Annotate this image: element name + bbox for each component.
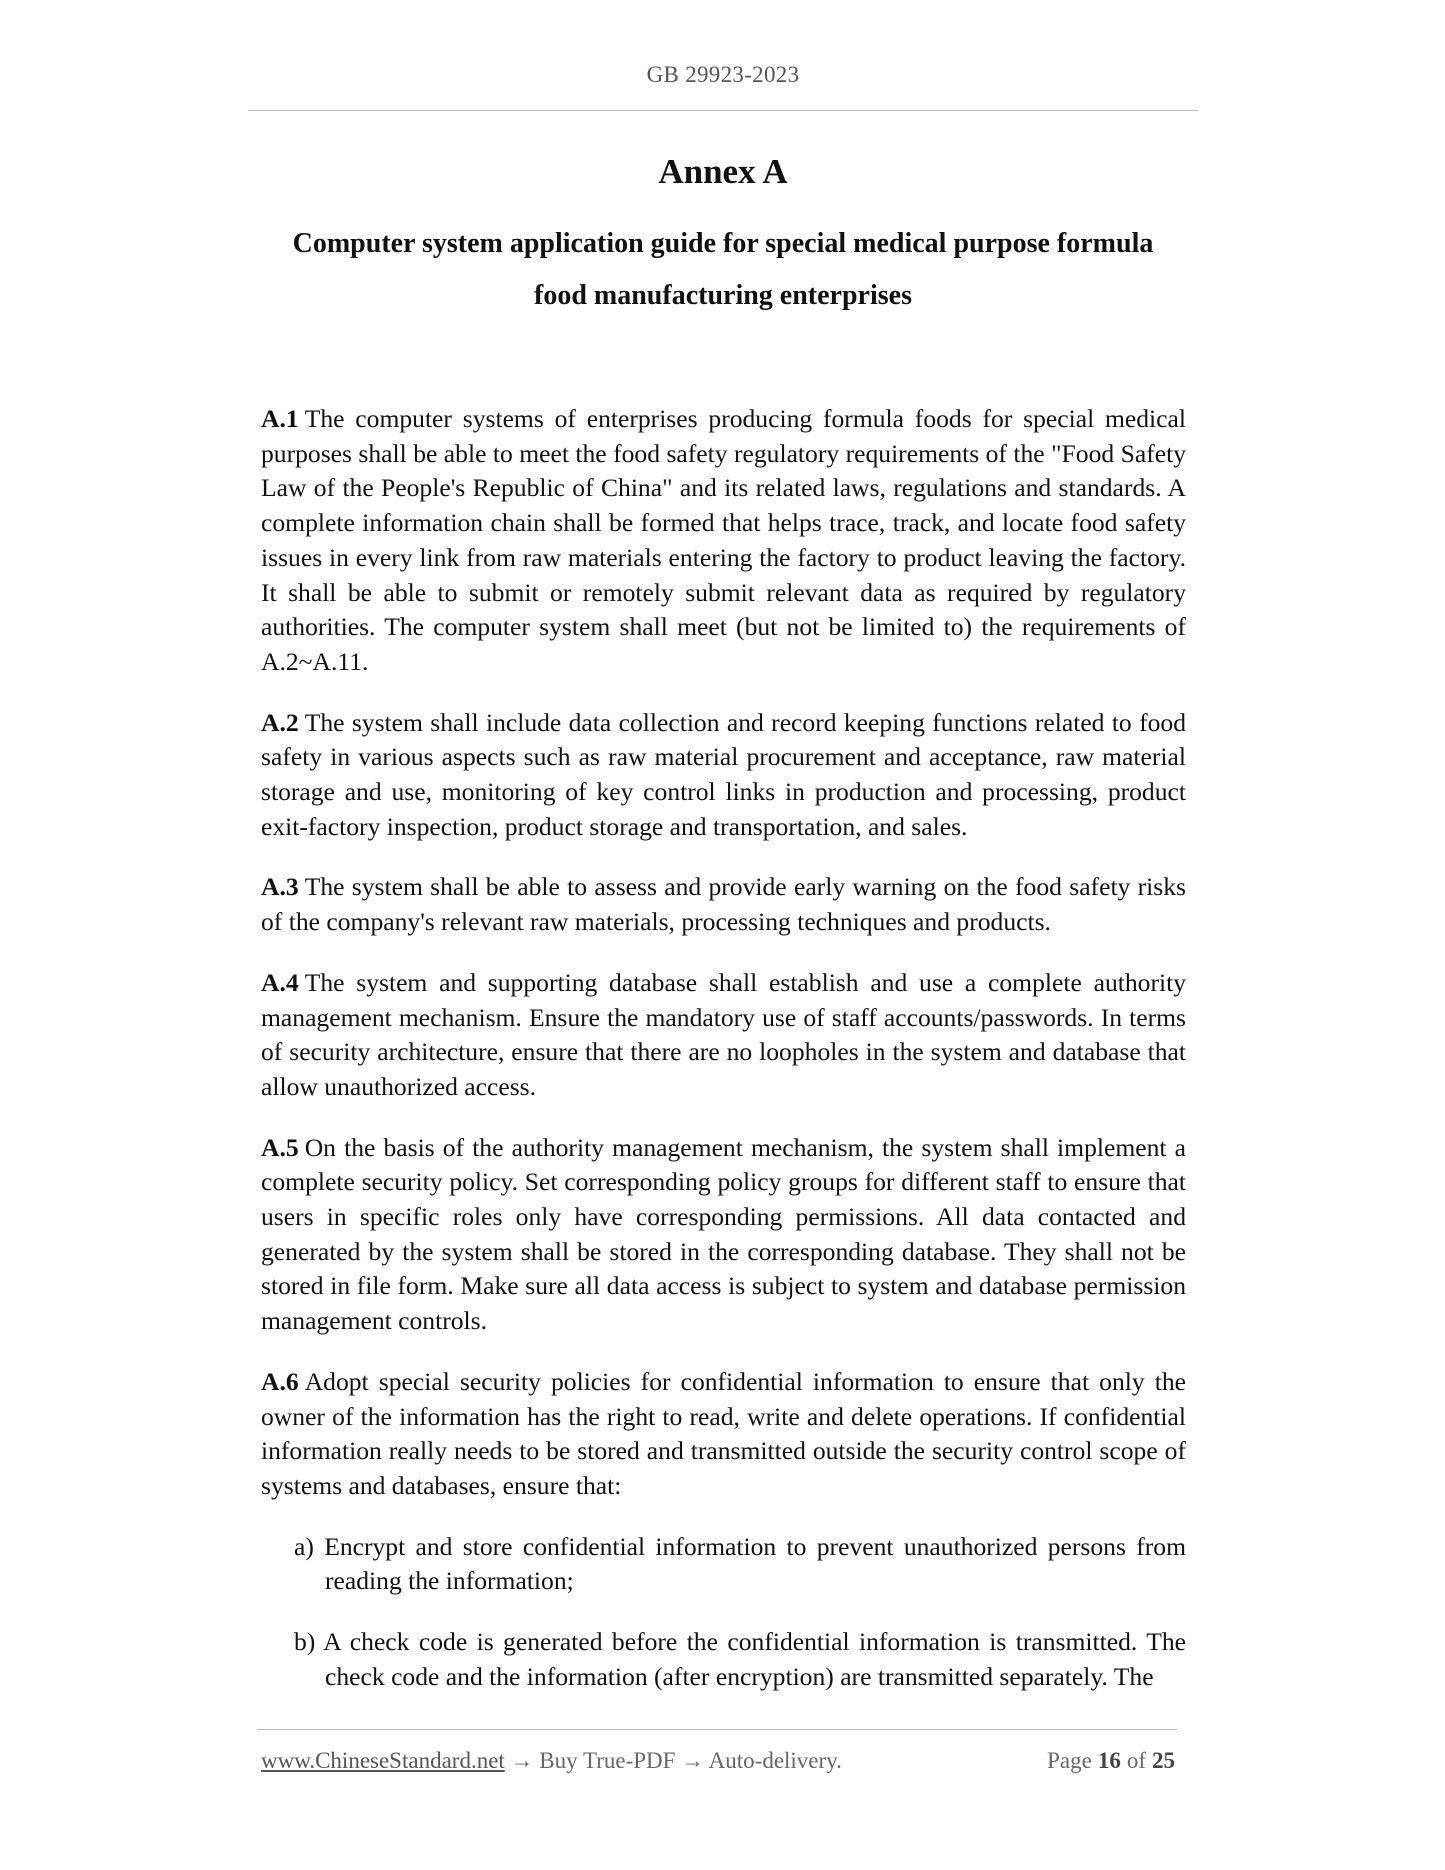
clause-number: A.5 [261,1132,299,1162]
annex-subtitle-line1: Computer system application guide for special medical purpose formula [292,228,1154,259]
page-label: Page [1047,1748,1092,1773]
clause-number: A.2 [261,707,299,737]
clause-text: On the basis of the authority management mechanism, the system shall implement a complete security policy. Set corresponding policy groups for different staff to ensure that users in specific roles only have corresponding permissions. All data contacted and generated by the system shall be stored in the corresponding database. They shall not be stored in file form. Make sure all data access is subject to system and database permission management controls. [261,1132,1186,1336]
clause-a1 [261,402,1186,680]
clause-number: A.4 [261,967,299,997]
clause-text: Adopt special security policies for confidential information to ensure that only the owner of the information has the right to read, write and delete operations. If confidential information really needs to be stored and transmitted outside the security control scope of systems and databases, ensure that: [261,1366,1186,1500]
total-page-count: 25 [1152,1748,1175,1773]
clause-text: The computer systems of enterprises producing formula foods for special medical purposes shall be able to meet the food safety regulatory requirements of the "Food Safety Law of the People's Republic of China" and its related laws, regulations and standards. A complete information chain shall be formed that helps trace, track, and locate food safety issues in every link from raw materials entering the factory to product leaving the factory. It shall be able to submit or remotely submit relevant data as required by regulatory authorities. The computer system shall meet (but not be limited to) the requirements of A.2~A.11. [261,404,1186,676]
page-indicator [1047,1748,1181,1774]
document-code-header: GB 29923-2023 [646,62,800,87]
clause-a2 [261,706,1186,845]
footer-divider [257,1729,1177,1730]
page-footer [261,1748,1181,1774]
header-divider [248,110,1198,111]
current-page-number: 16 [1097,1748,1121,1773]
clause-a5 [261,1131,1186,1339]
clause-number: A.3 [261,872,299,902]
clause-number: A.1 [261,404,299,433]
clause-a4 [261,966,1186,1105]
purchase-promo-text: → Buy True-PDF → Auto-delivery. [510,1748,842,1773]
annex-body [261,402,1186,1721]
clause-number: A.6 [261,1366,299,1396]
annex-title: Annex A [658,152,788,191]
annex-subtitle [248,218,1198,322]
clause-text: The system shall include data collection and record keeping functions related to food safety in various aspects such as raw material procurement and acceptance, raw material storage and use, monitoring of key control links in production and processing, product exit-factory inspection, product storage and transportation, and sales. [261,707,1186,841]
of-label: of [1126,1748,1146,1773]
clause-a3 [261,870,1186,939]
clause-text: The system shall be able to assess and provide early warning on the food safety risks of the company's relevant raw materials, processing techniques and products. [261,872,1186,937]
clause-a6 [261,1365,1186,1504]
clause-text: The system and supporting database shall establish and use a complete authority management mechanism. Ensure the mandatory use of staff accounts/passwords. In terms of security architecture, ensure that there are no loopholes in the system and database that allow unauthorized access. [261,967,1186,1101]
list-item-b: b) A check code is generated before the confidential information is transmitted. The check code and the information (after encryption) are transmitted separately. The [294,1627,1186,1691]
website-link[interactable]: www.ChineseStandard.net [261,1748,505,1773]
list-item-a: a) Encrypt and store confidential information to prevent unauthorized persons from reading the information; [294,1531,1186,1596]
annex-subtitle-line2: food manufacturing enterprises [534,280,912,311]
